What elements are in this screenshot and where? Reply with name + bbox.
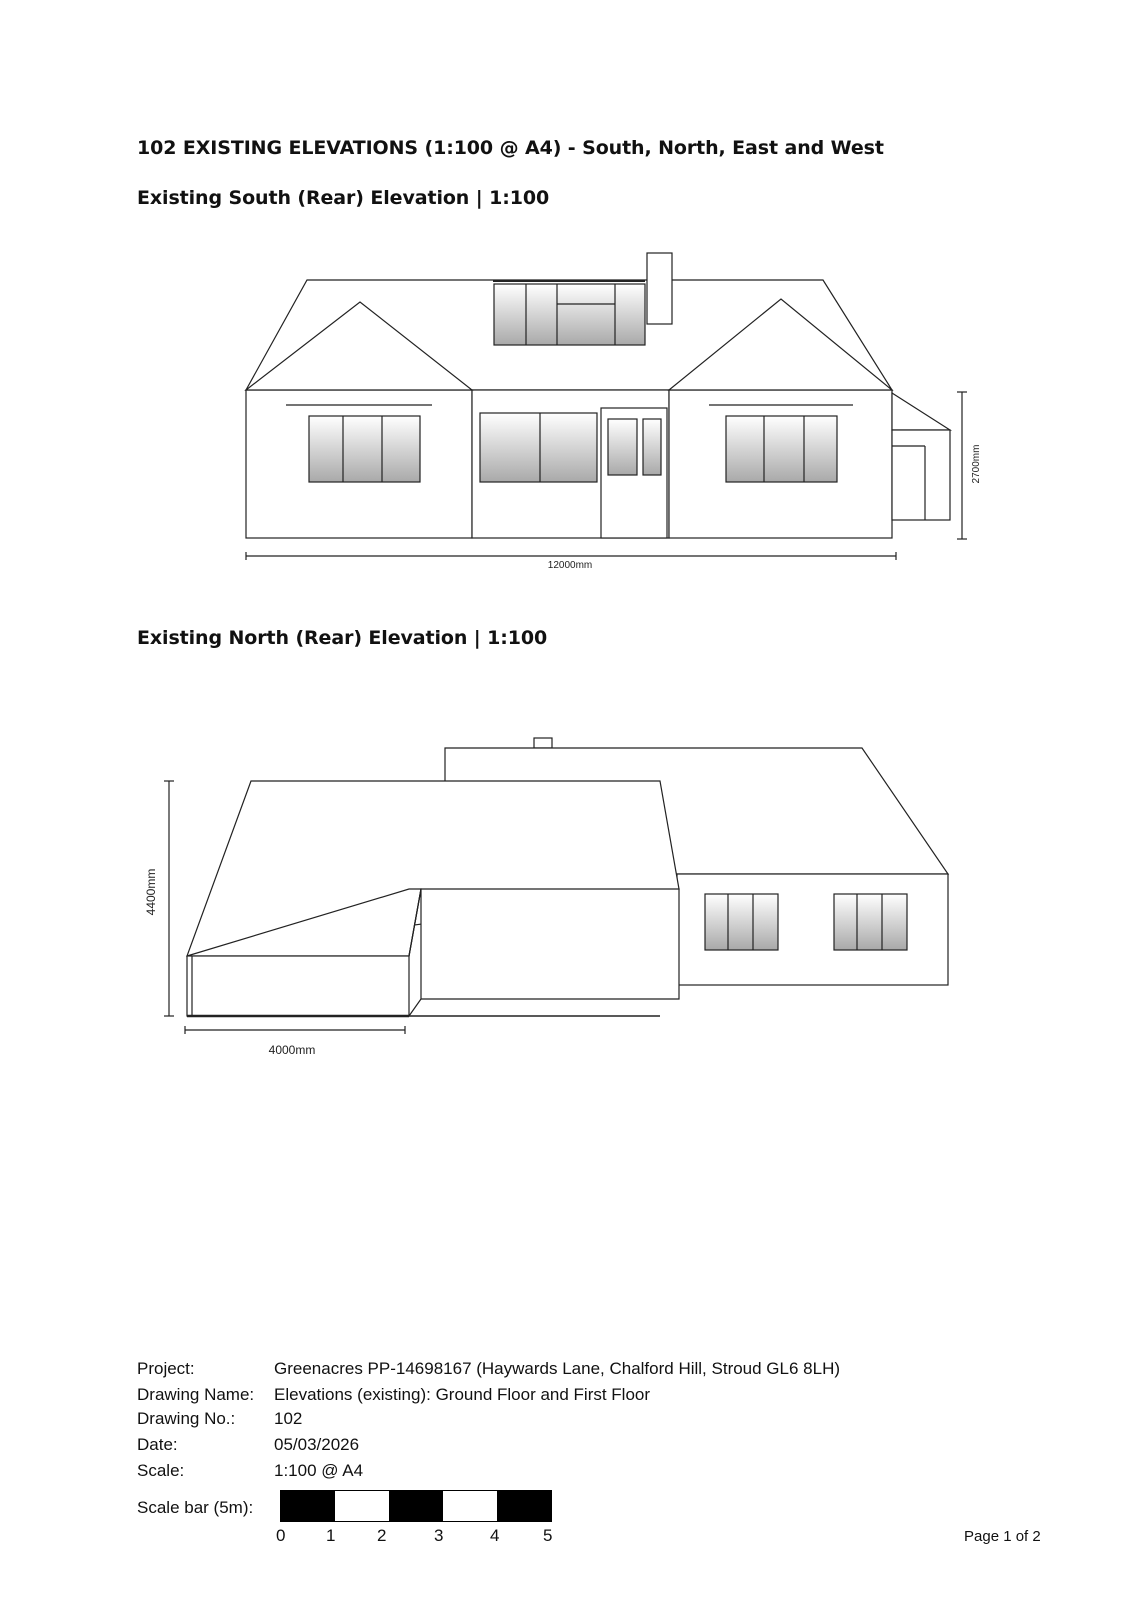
south-height-dimension bbox=[957, 392, 967, 539]
project-label: Project: bbox=[137, 1359, 195, 1378]
sheet-heading: 102 EXISTING ELEVATIONS (1:100 @ A4) - South, North, East and West bbox=[137, 137, 884, 159]
south-dormer-window bbox=[493, 281, 645, 345]
scale-bar-segment bbox=[497, 1491, 551, 1521]
scale-tick-0: 0 bbox=[276, 1526, 286, 1545]
north-elevation-title: Existing North (Rear) Elevation | 1:100 bbox=[137, 627, 548, 649]
date-label: Date: bbox=[137, 1435, 178, 1454]
north-elevation-drawing bbox=[164, 738, 948, 1034]
north-height-label: 4400mm bbox=[144, 868, 158, 916]
north-height-dimension bbox=[164, 781, 174, 1016]
scale-tick-2: 2 bbox=[377, 1526, 387, 1545]
scale-label: Scale: bbox=[137, 1461, 185, 1480]
scale-bar-segment bbox=[281, 1491, 335, 1521]
drawing-no-label: Drawing No.: bbox=[137, 1409, 236, 1428]
scale-value: 1:100 @ A4 bbox=[274, 1461, 364, 1480]
date-value: 05/03/2026 bbox=[274, 1435, 360, 1454]
scale-tick-4: 4 bbox=[490, 1526, 500, 1545]
south-window-right bbox=[726, 416, 837, 482]
south-chimney bbox=[647, 253, 672, 324]
south-elevation-title: Existing South (Rear) Elevation | 1:100 bbox=[137, 187, 550, 209]
drawing-name-value: Elevations (existing): Ground Floor and First Floor bbox=[274, 1385, 651, 1404]
north-width-label: 4000mm bbox=[268, 1043, 316, 1057]
scale-bar bbox=[280, 1490, 552, 1522]
scale-bar-segment bbox=[335, 1491, 389, 1521]
south-height-label: 2700mm bbox=[971, 444, 982, 484]
project-value: Greenacres PP-14698167 (Haywards Lane, Chalford Hill, Stroud GL6 8LH) bbox=[274, 1359, 841, 1378]
south-elevation-drawing bbox=[246, 253, 967, 560]
scale-tick-3: 3 bbox=[434, 1526, 444, 1545]
south-window-middle bbox=[480, 413, 597, 482]
south-side-lean-to bbox=[892, 393, 950, 520]
scale-bar-segment bbox=[389, 1491, 443, 1521]
north-window-left bbox=[705, 894, 778, 950]
page-number: Page 1 of 2 bbox=[964, 1528, 1041, 1545]
north-vent bbox=[534, 738, 552, 748]
drawing-no-value: 102 bbox=[274, 1409, 303, 1428]
drawing-name-label: Drawing Name: bbox=[137, 1385, 255, 1404]
south-width-dimension bbox=[246, 552, 896, 560]
scale-tick-5: 5 bbox=[543, 1526, 553, 1545]
south-door bbox=[601, 408, 667, 538]
south-window-left bbox=[309, 416, 420, 482]
north-width-dimension bbox=[185, 1026, 405, 1034]
scale-bar-label: Scale bar (5m): bbox=[137, 1498, 254, 1517]
south-width-label: 12000mm bbox=[547, 560, 593, 571]
scale-bar-segment bbox=[443, 1491, 497, 1521]
north-window-right bbox=[834, 894, 907, 950]
scale-tick-1: 1 bbox=[326, 1526, 336, 1545]
